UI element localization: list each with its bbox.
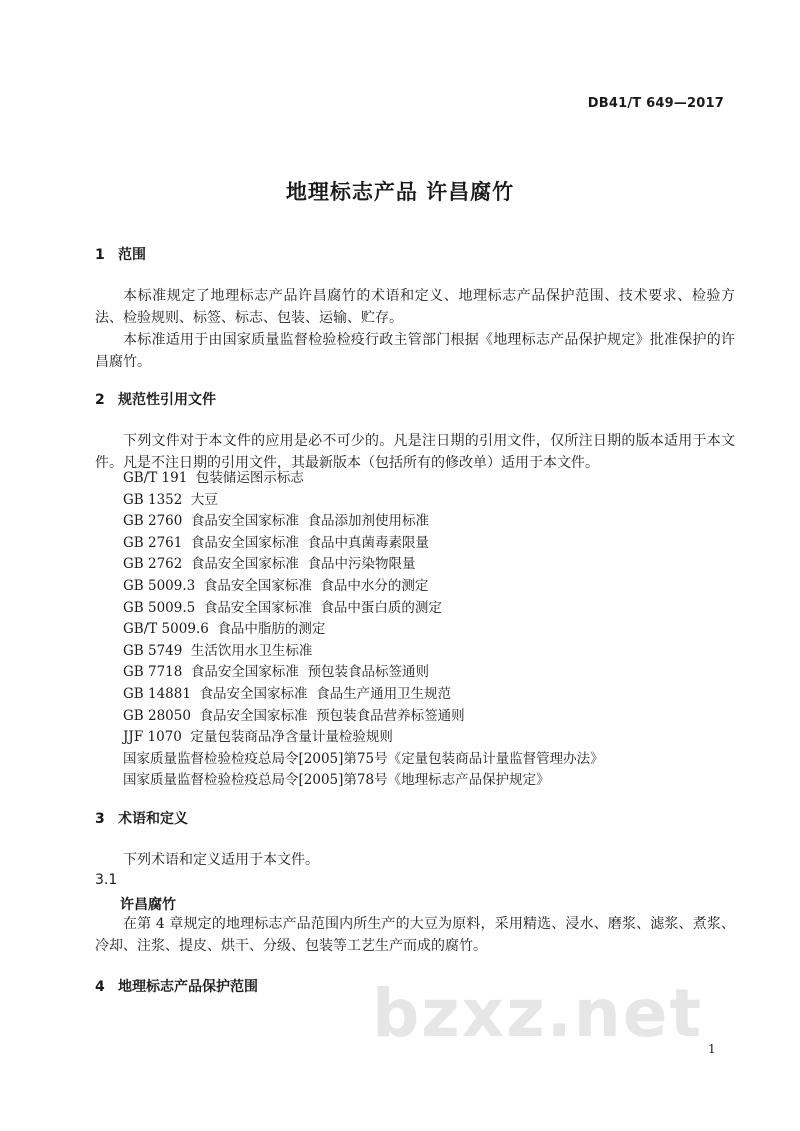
reference-item: GB 2761 食品安全国家标准 食品中真菌毒素限量 [123, 534, 430, 551]
reference-item: GB/T 191 包装储运图示标志 [123, 470, 304, 486]
paragraph: 本标准规定了地理标志产品许昌腐竹的术语和定义、地理标志产品保护范围、技术要求、检验方法、检验规则、标签、标志、包装、运输、贮存。 [95, 288, 735, 326]
section-1-body [95, 285, 735, 373]
document-title: 地理标志产品 许昌腐竹 [285, 180, 515, 204]
section-number: 2 [95, 392, 105, 408]
paragraph: 在第 4 章规定的地理标志产品范围内所生产的大豆为原料，采用精选、浸水、磨浆、滤浆、煮浆、冷却、注浆、提皮、烘干、分级、包装等工艺生产而成的腐竹。 [95, 916, 735, 954]
reference-item: GB 7718 食品安全国家标准 预包装食品标签通则 [123, 664, 430, 681]
reference-item: GB 5009.5 食品安全国家标准 食品中蛋白质的测定 [123, 599, 442, 616]
section-title: 术语和定义 [118, 811, 188, 827]
paragraph: 本标准适用于由国家质量监督检验检疫行政主管部门根据《地理标志产品保护规定》批准保护的许昌腐竹。 [95, 332, 735, 370]
watermark: bzxz.net [372, 975, 704, 1052]
section-4-heading [95, 976, 258, 996]
reference-item: GB 5749 生活饮用水卫生标准 [123, 642, 313, 659]
reference-list [123, 468, 604, 792]
reference-item: GB 2762 食品安全国家标准 食品中污染物限量 [123, 556, 416, 573]
section-3-intro [95, 849, 735, 871]
section-2-heading [95, 389, 216, 409]
reference-item: GB 2760 食品安全国家标准 食品添加剂使用标准 [123, 513, 430, 530]
section-title: 规范性引用文件 [118, 392, 216, 408]
section-number: 3 [95, 811, 105, 827]
reference-item: GB 28050 食品安全国家标准 预包装食品营养标签通则 [123, 707, 465, 724]
standard-number: DB41/T 649—2017 [587, 96, 724, 111]
section-number: 4 [95, 979, 105, 995]
section-1-heading [95, 244, 146, 264]
reference-item: GB 5009.3 食品安全国家标准 食品中水分的测定 [123, 577, 429, 594]
reference-item: JJF 1070 定量包装商品净含量计量检验规则 [123, 729, 393, 746]
section-title: 范围 [118, 247, 146, 263]
paragraph: 下列术语和定义适用于本文件。 [123, 852, 319, 868]
reference-item: 国家质量监督检验检疫总局令[2005]第78号《地理标志产品保护规定》 [123, 772, 550, 789]
reference-item: GB/T 5009.6 食品中脂肪的测定 [123, 621, 326, 638]
section-number: 1 [95, 247, 105, 263]
reference-item: GB 1352 大豆 [123, 491, 218, 508]
page-number: 1 [708, 1042, 716, 1056]
paragraph: 下列文件对于本文件的应用是必不可少的。凡是注日期的引用文件，仅所注日期的版本适用于本文件。凡是不注日期的引用文件，其最新版本（包括所有的修改单）适用于本文件。 [95, 433, 735, 471]
reference-item: GB 14881 食品安全国家标准 食品生产通用卫生规范 [123, 685, 452, 702]
section-3-heading [95, 808, 188, 828]
section-title: 地理标志产品保护范围 [118, 979, 258, 995]
term-name: 许昌腐竹 [120, 897, 176, 913]
term-definition [95, 913, 735, 957]
reference-item: 国家质量监督检验检疫总局令[2005]第75号《定量包装商品计量监督管理办法》 [123, 750, 604, 767]
term-number: 3.1 [95, 872, 118, 888]
